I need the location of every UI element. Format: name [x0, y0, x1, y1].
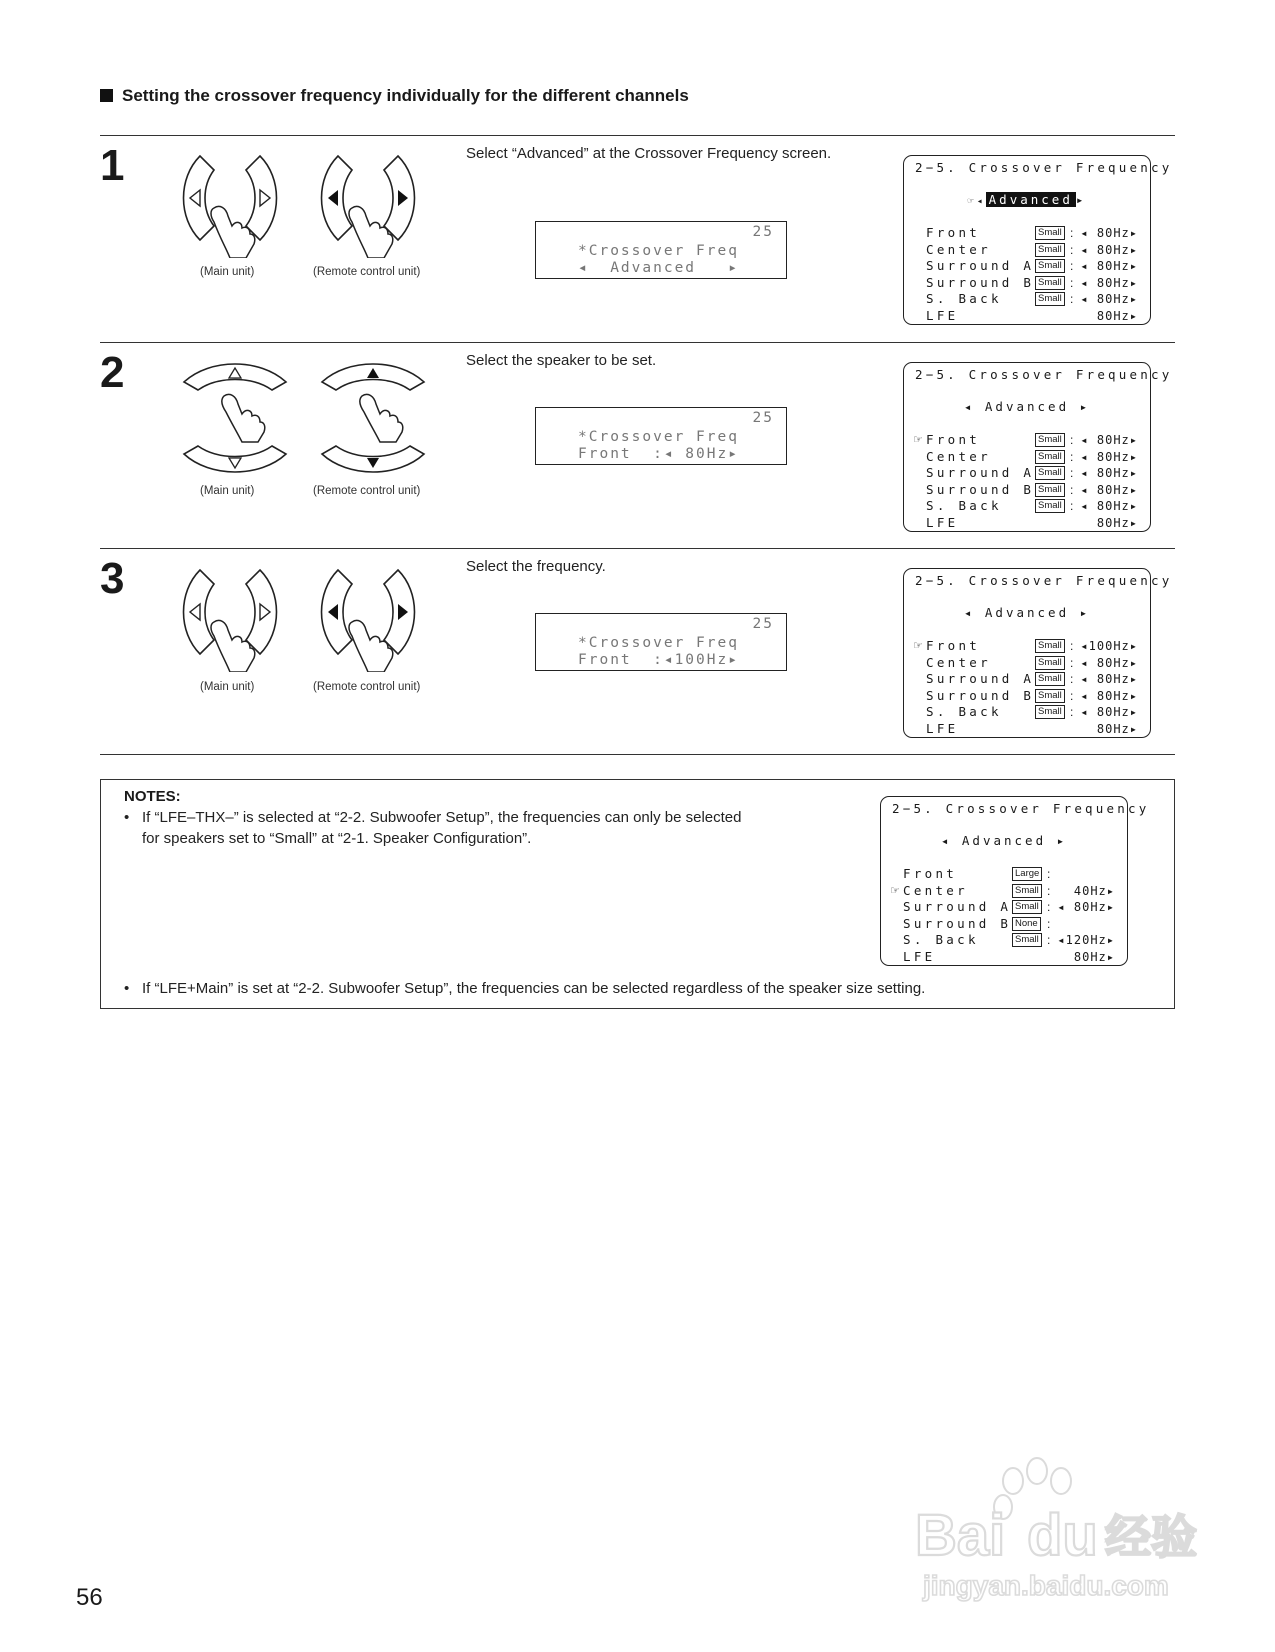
remote-unit-label: (Remote control unit)	[313, 266, 421, 278]
osd-screen	[903, 155, 1173, 325]
size-badge: Small	[1012, 884, 1042, 898]
frequency-value: ◂ 80Hz▸	[1080, 688, 1138, 703]
frequency-value: ◂120Hz▸	[1057, 933, 1115, 947]
remote-unit-label: (Remote control unit)	[313, 681, 421, 693]
speaker-name: Front	[926, 638, 981, 653]
size-badge: Small	[1035, 705, 1065, 719]
osd-row: Front Large :	[903, 866, 1051, 881]
frequency-value: ◂ 80Hz▸	[1080, 705, 1138, 719]
speaker-name: Center	[903, 882, 968, 898]
speaker-name: Surround A	[903, 899, 1012, 914]
note-1: • If “LFE–THX–” is selected at “2-2. Subwoofer Setup”, the frequencies can only be selected	[124, 809, 742, 826]
osd-row: Front Small : ◂ 80Hz▸	[926, 225, 1138, 240]
section-heading-text: Setting the crossover frequency individually for the different channels	[122, 86, 689, 105]
size-badge: Small	[1035, 433, 1065, 447]
size-badge: Small	[1035, 483, 1065, 497]
svg-text:du: du	[1027, 1503, 1098, 1568]
step-number: 2	[100, 348, 125, 397]
size-badge: Large	[1012, 867, 1042, 881]
display-line-1: *Crossover Freq	[578, 429, 739, 445]
section-heading	[100, 86, 689, 106]
step-instruction: Select the frequency.	[466, 558, 606, 575]
osd-row: S. Back Small : ◂120Hz▸	[903, 932, 1115, 947]
osd-row: Surround A Small : ◂ 80Hz▸	[903, 899, 1115, 914]
main-unit-left-right-buttons-icon	[170, 562, 290, 672]
frequency-value: 80Hz▸	[1096, 515, 1138, 530]
main-unit-left-right-buttons-icon	[170, 148, 290, 258]
divider	[100, 342, 1175, 343]
svg-text:经验: 经验	[1105, 1511, 1197, 1563]
speaker-name: Center	[926, 241, 991, 257]
speaker-name: Surround A	[926, 258, 1035, 273]
osd-mode-value: Advanced	[984, 605, 1070, 620]
notes-title: NOTES:	[124, 788, 181, 805]
frequency-value: ◂ 80Hz▸	[1080, 242, 1138, 257]
speaker-name: LFE	[926, 514, 959, 530]
size-badge: Small	[1035, 276, 1065, 290]
front-panel-display	[535, 221, 787, 279]
osd-row: Surround B None :	[903, 915, 1051, 931]
osd-row: Center Small : ◂ 80Hz▸	[926, 241, 1138, 257]
frequency-value: ◂ 80Hz▸	[1080, 482, 1138, 497]
step-instruction: Select “Advanced” at the Crossover Frequency screen.	[466, 145, 832, 162]
frequency-value: ◂ 80Hz▸	[1080, 672, 1138, 686]
speaker-name: Center	[926, 448, 991, 464]
main-unit-label: (Main unit)	[200, 485, 255, 497]
size-badge: Small	[1035, 499, 1065, 513]
svg-text:Bai: Bai	[915, 1503, 1006, 1568]
osd-row	[904, 515, 1150, 532]
osd-row: Surround A Small : ◂ 80Hz▸	[926, 258, 1138, 273]
osd-row: Center Small : ◂ 80Hz▸	[926, 654, 1138, 670]
size-badge: Small	[1035, 656, 1065, 670]
frequency-value: 80Hz▸	[1096, 721, 1138, 736]
display-line-1: *Crossover Freq	[578, 243, 739, 259]
frequency-value: ◂ 80Hz▸	[1080, 499, 1138, 513]
osd-mode-value: Advanced	[961, 833, 1047, 848]
osd-title: 2−5. Crossover Frequency	[915, 573, 1173, 588]
osd-title: 2−5. Crossover Frequency	[892, 801, 1150, 816]
display-line-1: *Crossover Freq	[578, 635, 739, 651]
frequency-value: ◂ 80Hz▸	[1080, 466, 1138, 480]
step-number: 3	[100, 554, 125, 603]
osd-mode-value: Advanced	[984, 399, 1070, 414]
size-badge: Small	[1012, 900, 1042, 914]
remote-left-right-buttons-icon	[308, 562, 428, 672]
note-1-line-2: for speakers set to “Small” at “2-1. Speaker Configuration”.	[142, 830, 532, 847]
osd-row: Center Small : ◂ 80Hz▸	[926, 448, 1138, 464]
display-line-2: Front :◂ 80Hz▸	[578, 446, 739, 462]
main-unit-up-down-buttons-icon	[180, 358, 290, 478]
frequency-value: 80Hz▸	[1073, 949, 1115, 964]
size-badge: Small	[1035, 689, 1065, 703]
frequency-value: 80Hz▸	[1096, 308, 1138, 323]
speaker-name: LFE	[926, 720, 959, 736]
size-badge: Small	[1012, 933, 1042, 947]
front-panel-display	[535, 407, 787, 465]
osd-mode-value: Advanced	[986, 192, 1076, 207]
step-number: 1	[100, 141, 125, 190]
cursor-hand-icon: ☞	[913, 640, 923, 652]
osd-row: ☞ Center Small : 40Hz▸	[890, 882, 1115, 898]
frequency-value: 40Hz▸	[1073, 883, 1115, 898]
size-badge: Small	[1035, 292, 1065, 306]
note-1-line-1: If “LFE–THX–” is selected at “2-2. Subwoofer Setup”, the frequencies can only be selected	[142, 809, 742, 826]
size-badge: Small	[1035, 466, 1065, 480]
speaker-name: Surround B	[926, 687, 1035, 703]
osd-row: ☞ Front Small : ◂100Hz▸	[913, 638, 1138, 653]
speaker-name: LFE	[903, 948, 936, 964]
frequency-value: ◂ 80Hz▸	[1080, 655, 1138, 670]
frequency-value: ◂ 80Hz▸	[1080, 292, 1138, 306]
main-unit-label: (Main unit)	[200, 681, 255, 693]
osd-mode: ☞◂ Advanced ▸	[967, 192, 1087, 207]
speaker-name: S. Back	[903, 932, 979, 947]
speaker-name: Center	[926, 654, 991, 670]
remote-up-down-buttons-icon	[318, 358, 428, 478]
speaker-name: Surround A	[926, 465, 1035, 480]
display-code: 25	[752, 224, 774, 240]
frequency-value: ◂ 80Hz▸	[1080, 433, 1138, 447]
cursor-hand-icon: ☞	[890, 884, 900, 897]
frequency-value: ◂ 80Hz▸	[1080, 259, 1138, 273]
osd-row: Surround A Small : ◂ 80Hz▸	[926, 465, 1138, 480]
osd-row	[904, 308, 1150, 325]
speaker-name: Surround B	[903, 915, 1012, 931]
divider	[100, 754, 1175, 755]
osd-screen	[903, 362, 1173, 532]
frequency-value: ◂ 80Hz▸	[1057, 900, 1115, 914]
speaker-name: Surround B	[926, 274, 1035, 290]
display-code: 25	[752, 616, 774, 632]
speaker-name: S. Back	[926, 498, 1002, 513]
frequency-value: ◂100Hz▸	[1080, 639, 1138, 653]
display-line-2: ◂ Advanced ▸	[578, 260, 739, 276]
size-badge: Small	[1035, 672, 1065, 686]
speaker-name: Surround B	[926, 481, 1035, 497]
osd-row: ☞ Front Small : ◂ 80Hz▸	[913, 432, 1138, 447]
display-line-2: Front :◂100Hz▸	[578, 652, 739, 668]
square-bullet-icon	[100, 89, 113, 102]
osd-row: Surround B Small : ◂ 80Hz▸	[926, 687, 1138, 703]
size-badge: None	[1012, 917, 1041, 931]
osd-row: S. Back Small : ◂ 80Hz▸	[926, 704, 1138, 719]
osd-row: S. Back Small : ◂ 80Hz▸	[926, 291, 1138, 306]
osd-mode: ◂ Advanced ▸	[940, 833, 1068, 848]
osd-title: 2−5. Crossover Frequency	[915, 160, 1173, 175]
speaker-name: LFE	[926, 307, 959, 323]
note-2-text: If “LFE+Main” is set at “2-2. Subwoofer Setup”, the frequencies can be selected regardless of the speaker size setting.	[142, 980, 926, 997]
speaker-name: S. Back	[926, 704, 1002, 719]
display-code: 25	[752, 410, 774, 426]
size-badge: Small	[1035, 639, 1065, 653]
divider	[100, 548, 1175, 549]
front-panel-display	[535, 613, 787, 671]
osd-mode: ◂ Advanced ▸	[963, 605, 1091, 620]
step-instruction: Select the speaker to be set.	[466, 352, 657, 369]
speaker-name: S. Back	[926, 291, 1002, 306]
speaker-name: Front	[903, 866, 958, 881]
remote-unit-label: (Remote control unit)	[313, 485, 421, 497]
osd-row	[881, 949, 1127, 966]
size-badge: Small	[1035, 226, 1065, 240]
size-badge: Small	[1035, 243, 1065, 257]
frequency-value: ◂ 80Hz▸	[1080, 226, 1138, 240]
size-badge: Small	[1035, 259, 1065, 273]
osd-row	[904, 721, 1150, 738]
speaker-name: Front	[926, 432, 981, 447]
osd-screen	[903, 568, 1173, 738]
main-unit-label: (Main unit)	[200, 266, 255, 278]
osd-row: Surround B Small : ◂ 80Hz▸	[926, 481, 1138, 497]
divider	[100, 135, 1175, 136]
remote-left-right-buttons-icon	[308, 148, 428, 258]
osd-mode: ◂ Advanced ▸	[963, 399, 1091, 414]
osd-row: Surround A Small : ◂ 80Hz▸	[926, 671, 1138, 686]
speaker-name: Front	[926, 225, 981, 240]
osd-row: S. Back Small : ◂ 80Hz▸	[926, 498, 1138, 513]
osd-screen	[880, 796, 1150, 966]
speaker-name: Surround A	[926, 671, 1035, 686]
size-badge: Small	[1035, 450, 1065, 464]
page-number: 56	[76, 1584, 103, 1611]
note-2: • If “LFE+Main” is set at “2-2. Subwoofer Setup”, the frequencies can be selected regardless of the speaker size setting.	[124, 980, 926, 997]
cursor-hand-icon: ☞	[913, 434, 923, 446]
frequency-value: ◂ 80Hz▸	[1080, 449, 1138, 464]
svg-text:jingyan.baidu.com: jingyan.baidu.com	[923, 1570, 1169, 1601]
osd-title: 2−5. Crossover Frequency	[915, 367, 1173, 382]
baidu-watermark-logo	[905, 1455, 1205, 1605]
frequency-value: ◂ 80Hz▸	[1080, 275, 1138, 290]
osd-row: Surround B Small : ◂ 80Hz▸	[926, 274, 1138, 290]
